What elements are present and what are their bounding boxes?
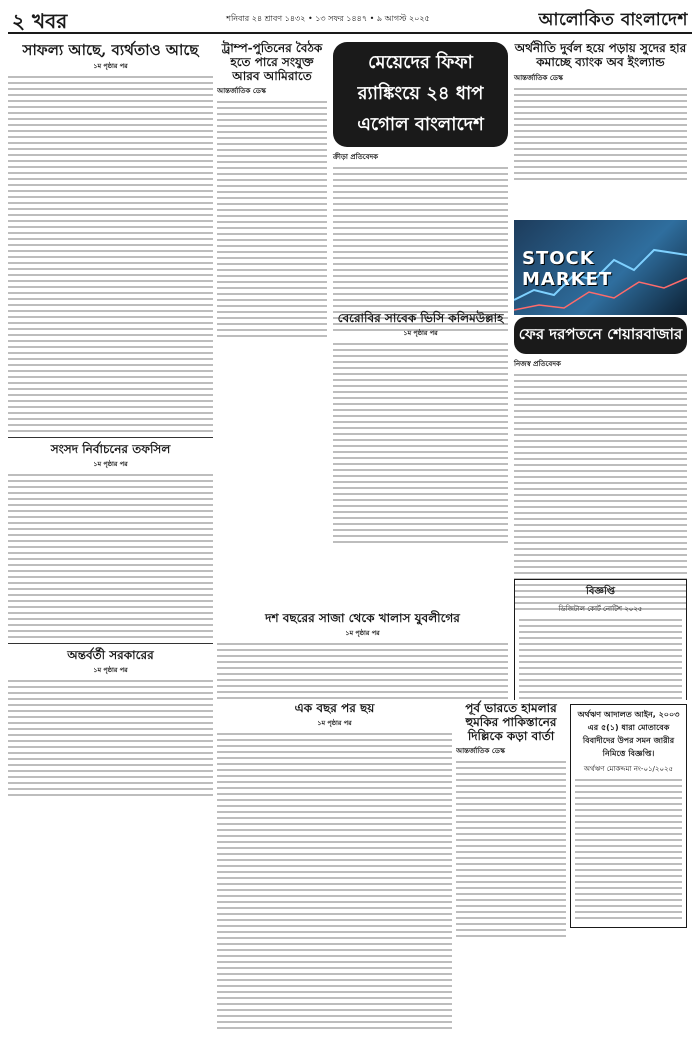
divider	[8, 437, 213, 438]
article-election-schedule	[8, 443, 213, 638]
article-byline: নিজস্ব প্রতিবেদক	[514, 360, 561, 368]
article-title: দশ বছরের সাজা থেকে খালাস যুবলীগের	[265, 611, 460, 625]
article-body	[8, 474, 213, 638]
article-title: অর্থনীতি দুর্বল হয়ে পড়ায় সুদের হার কমাচ্ছে ব্যাংক অব ইংল্যান্ড	[514, 41, 687, 69]
notice-box	[570, 704, 687, 928]
article-kalimullah	[333, 310, 508, 547]
article-body	[333, 343, 508, 543]
divider	[8, 643, 213, 644]
article-body	[514, 88, 687, 180]
article-bank-of-england	[514, 40, 687, 184]
article-byline: ক্রীড়া প্রতিবেদক	[333, 153, 379, 161]
article-byline: আন্তর্জাতিক ডেস্ক	[217, 87, 266, 96]
article-body	[8, 680, 213, 796]
article-title: এক বছর পর ছয়	[294, 701, 375, 715]
notice-digital-court	[514, 575, 687, 700]
article-juboleague	[217, 610, 508, 700]
notice-box	[514, 579, 687, 700]
article-byline: আন্তর্জাতিক ডেস্ক	[456, 747, 505, 756]
article-title: পূর্ব ভারতে হামলার হুমকির পাকিস্তানের দিল্লিকে কড়া বার্তা	[465, 701, 557, 743]
article-body	[217, 733, 452, 1029]
article-body	[217, 101, 327, 337]
lower-right-row	[456, 700, 687, 941]
article-trump-putin	[217, 40, 327, 341]
stock-market-image	[514, 220, 687, 315]
article-share-market	[514, 220, 687, 614]
page-number	[12, 7, 67, 40]
continued-label: ১ম পৃষ্ঠার পর	[93, 62, 128, 71]
continued-label: ১ম পৃষ্ঠার পর	[93, 460, 128, 469]
section-name: খবর	[31, 9, 68, 33]
article-interim-government	[8, 649, 213, 796]
notice-title: বিজ্ঞপ্তি	[585, 586, 616, 597]
notice-subtitle: ডিজিটাল কোর্ট নোটিশ ২০২৫	[558, 605, 643, 613]
page-number-value: ২	[12, 9, 26, 33]
article-fifa-ranking	[333, 40, 508, 335]
article-body	[217, 643, 508, 700]
column-center	[217, 40, 687, 700]
article-body	[333, 167, 508, 331]
article-title: মেয়েদের ফিফা র‍্যাঙ্কিংয়ে ২৪ ধাপ এগোল বাংলাদেশ	[333, 42, 508, 147]
continued-label: ১ম পৃষ্ঠার পর	[345, 628, 380, 637]
column-right-lower	[456, 700, 687, 1040]
column-center-lower	[217, 700, 452, 1040]
article-title: ফের দরপতনে শেয়ারবাজার	[514, 317, 687, 354]
article-body	[456, 761, 566, 937]
article-title: বেরোবির সাবেক ভিসি কলিমউল্লাহ	[337, 311, 504, 325]
continued-label: ১ম পৃষ্ঠার পর	[93, 665, 128, 674]
column-left	[8, 40, 213, 1040]
article-title: সংসদ নির্বাচনের তফসিল	[50, 442, 171, 457]
article-achievements	[8, 42, 213, 432]
article-title: অন্তর্বর্তী সরকারের	[67, 648, 154, 663]
notice-money-loan-court	[570, 700, 687, 941]
article-body	[8, 76, 213, 432]
article-title: সাফল্য আছে, ব্যর্থতাও আছে	[22, 41, 199, 59]
page-header	[8, 4, 692, 34]
stock-market-label: STOCK MARKET	[522, 248, 613, 290]
article-title: ট্রাম্প-পুতিনের বৈঠক হতে পারে সংযুক্ত আরব আমিরাতে	[221, 41, 323, 83]
date-line: শনিবার ২৪ শ্রাবণ ১৪৩২ • ১৩ সফর ১৪৪৭ • ৯ আগস্ট ২০২৫	[226, 14, 430, 23]
article-pakistan-india	[456, 700, 566, 941]
masthead-logo: আলোকিত বাংলাদেশ	[538, 10, 688, 30]
notice-body	[575, 779, 682, 919]
notice-body	[519, 619, 682, 700]
notice-title: অর্থঋণ আদালত আইন, ২০০৩ এর ৫(১) ধারা মোতাবেক বিবাদীদের উপর সমন জারীর নিমিত্তে বিজ্ঞপ্তি।	[577, 710, 680, 758]
article-byline: আন্তর্জাতিক ডেস্ক	[514, 73, 563, 82]
continued-label: ১ম পৃষ্ঠার পর	[403, 328, 438, 337]
notice-subtitle: অর্থঋণ মোকদ্দমা নং-০১/২০২৫	[583, 765, 674, 773]
continued-label: ১ম পৃষ্ঠার পর	[317, 718, 352, 727]
